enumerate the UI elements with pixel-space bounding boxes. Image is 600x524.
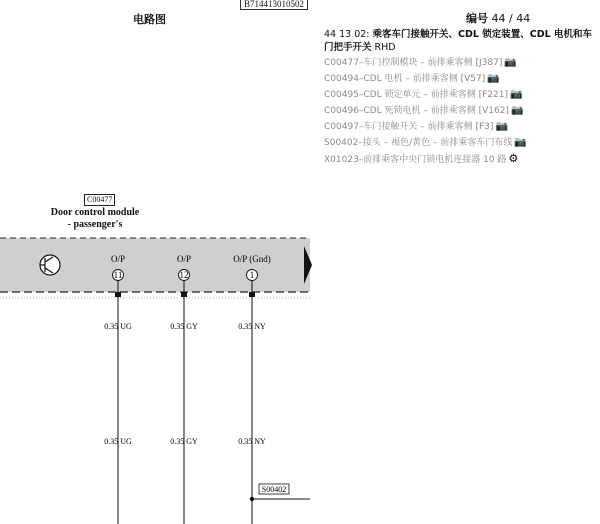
wire-label: 0.35 GY <box>170 322 198 331</box>
gear-icon[interactable]: ⚙ <box>508 152 519 165</box>
pin-terminal <box>115 292 121 297</box>
pin-terminal <box>249 292 255 297</box>
splice-dot <box>250 497 254 501</box>
module-code-box[interactable]: C00477 <box>84 194 115 206</box>
wire-label: 0.35 NY <box>238 437 266 446</box>
component-text[interactable]: X01023–前排乘客中央门锁电机连接器 10 路 <box>324 155 507 165</box>
document-title: 电路图 <box>133 13 166 26</box>
wire-label: 0.35 NY <box>238 322 266 331</box>
transistor-icon <box>40 255 60 275</box>
component-text[interactable]: C00497–车门接触开关 – 前排乘客侧 [F3] <box>324 122 494 132</box>
component-text[interactable]: S00402–接头 – 褐色/黄色 – 前排乘客车门布线 <box>324 138 513 148</box>
component-text[interactable]: C00496–CDL 死锁电机 – 前排乘客侧 [V162] <box>324 106 509 116</box>
camera-icon[interactable]: 📷 <box>487 73 500 84</box>
wire-label: 0.35 UG <box>104 322 132 331</box>
pin-number: 12 <box>179 270 189 280</box>
circuit-heading-suffix: RHD <box>374 42 396 53</box>
module-name-line1: Door control module <box>50 207 140 218</box>
pin-number: 11 <box>113 270 123 280</box>
document-code-box: B714413010502 <box>240 0 308 10</box>
circuit-heading-prefix: 44 13 02: <box>324 29 370 40</box>
pin-label: O/P <box>176 254 192 264</box>
pin-terminal <box>181 292 187 297</box>
circuit-heading-title: 乘客车门接触开关、CDL 锁定装置、CDL 电机和车门把手开关 <box>324 29 592 53</box>
component-text[interactable]: C00477–车门控制模块 – 前排乘客侧 [J387] <box>324 58 503 68</box>
page-number-value: 44 / 44 <box>491 12 531 25</box>
page-number-label: 编号 <box>466 12 488 25</box>
camera-icon[interactable]: 📷 <box>514 137 527 148</box>
splice-code: S00402 <box>261 485 287 494</box>
component-text[interactable]: C00495–CDL 锁定单元 – 前排乘客侧 [F221] <box>324 90 508 100</box>
module-name-line2: - passenger's <box>67 219 123 230</box>
camera-icon[interactable]: 📷 <box>504 57 517 68</box>
camera-icon[interactable]: 📷 <box>495 121 508 132</box>
splice-s00402[interactable] <box>250 484 310 501</box>
camera-icon[interactable]: 📷 <box>509 89 523 100</box>
camera-icon[interactable]: 📷 <box>510 105 524 116</box>
pin-number: 1 <box>249 270 255 280</box>
wire-label: 0.35 GY <box>170 437 198 446</box>
wire-label: 0.35 UG <box>104 437 132 446</box>
pin-label: O/P (Gnd) <box>233 254 271 264</box>
pin-label: O/P <box>110 254 126 264</box>
component-text[interactable]: C00494–CDL 电机 – 前排乘客侧 [V57] <box>324 74 486 84</box>
